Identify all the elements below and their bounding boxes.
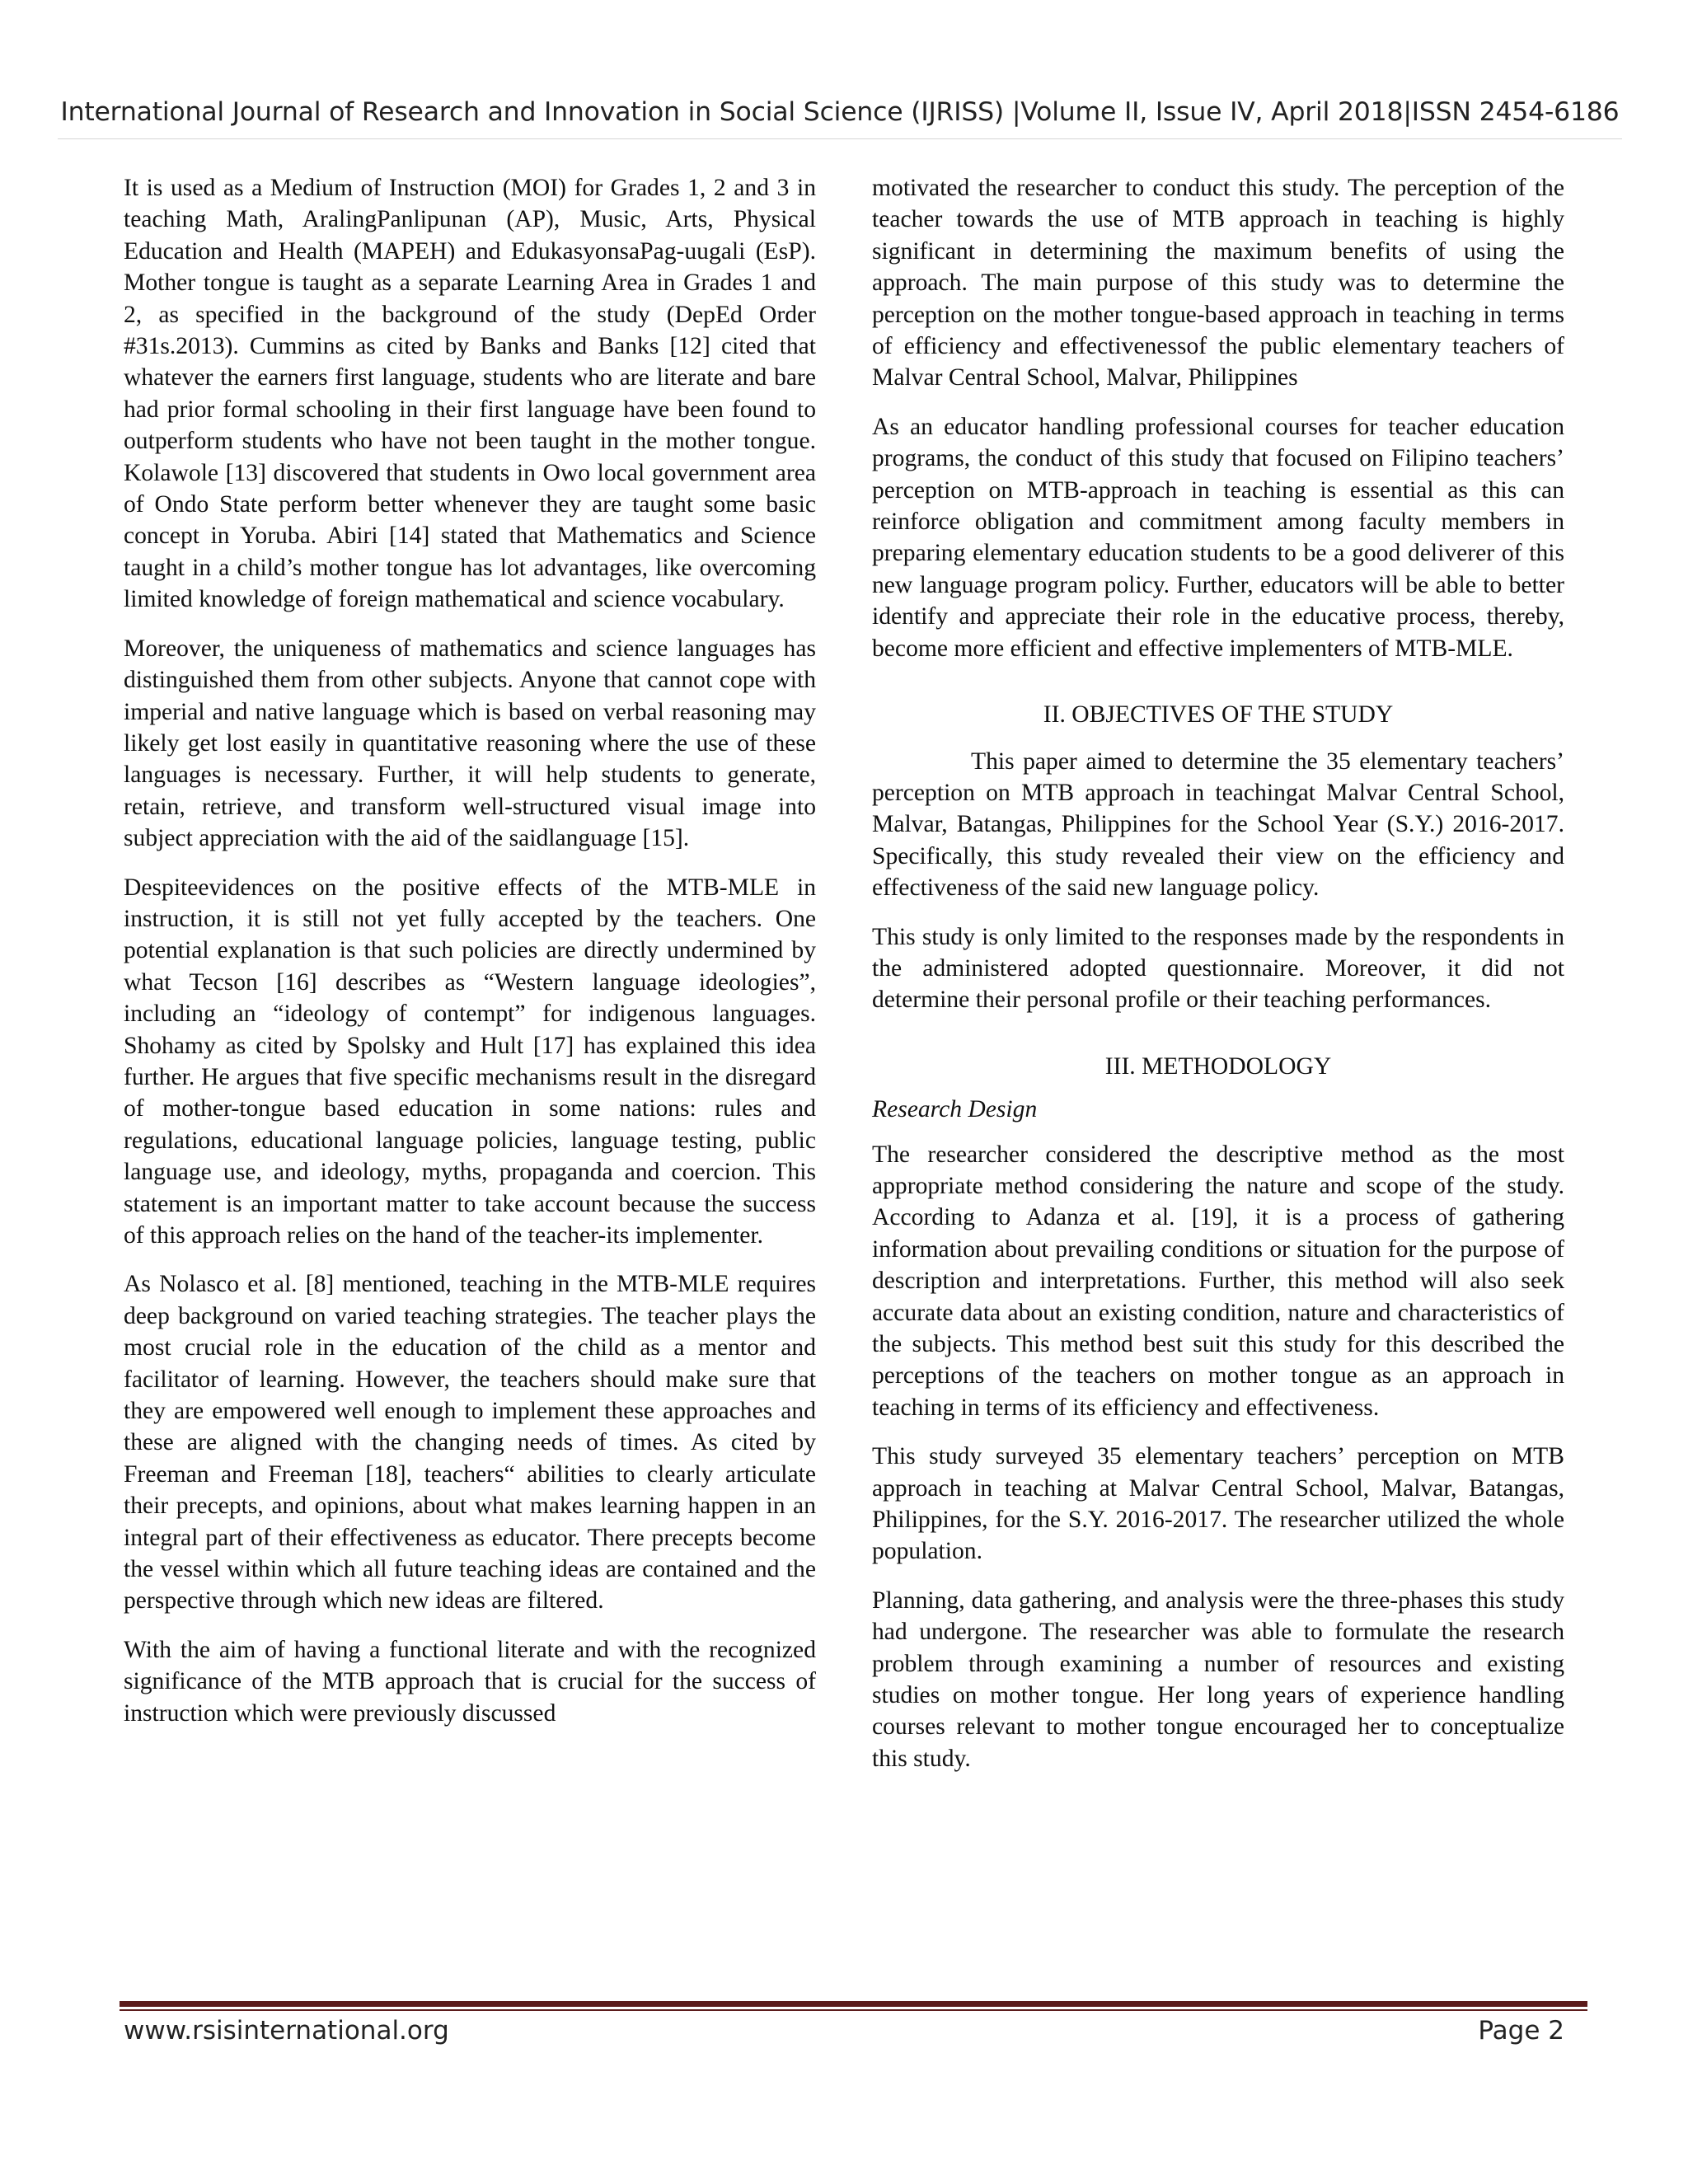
paragraph: Moreover, the uniqueness of mathematics and science languages has distinguished them from other subjects. Anyone that cannot cope with imperial and native language which is based on verbal reasoning may likely get lost easily in quantitative reasoning where the use of these languages is necessary. Further, it will help students to generate, retain, retrieve, and transform well-structured visual image into subject appreciation with the aid of the saidlanguage [15].	[124, 635, 816, 852]
paragraph: This study is only limited to the responses made by the respondents in the administered adopted questionnaire. Moreover, it did not determine their personal profile or their teaching performances.	[872, 923, 1564, 1014]
paragraph: As an educator handling professional courses for teacher education programs, the conduct of this study that focused on Filipino teachers’ perception on MTB-approach in teaching is essential as this can reinforce obligation and commitment among faculty members in preparing elementary education students to be a good deliverer of this new language program policy. Further, educators will be able to better identify and appreciate their role in the educative process, thereby, become more efficient and effective implementers of MTB-MLE.	[872, 413, 1564, 662]
footer-website: www.rsisinternational.org	[124, 2016, 449, 2046]
footer-divider-thin	[120, 2009, 1587, 2011]
page-footer	[124, 2016, 1564, 2046]
right-column	[872, 172, 1564, 1792]
paragraph: As Nolasco et al. [8] mentioned, teaching in the MTB-MLE requires deep background on varied teaching strategies. The teacher plays the most crucial role in the education of the child as a mentor and facilitator of learning. However, the teachers should make sure that they are empowered well enough to implement these approaches and these are aligned with the changing needs of times. As cited by Freeman and Freeman [18], teachers“ abilities to clearly articulate their precepts, and opinions, about what makes learning happen in an integral part of their effectiveness as educator. There precepts become the vessel within which all future teaching ideas are contained and the perspective through which new ideas are filtered.	[124, 1271, 816, 1615]
subheading-research-design: Research Design	[872, 1096, 1038, 1123]
left-column	[124, 172, 816, 1746]
section-heading-objectives: II. OBJECTIVES OF THE STUDY	[1043, 701, 1394, 729]
journal-header: International Journal of Research and Innovation in Social Science (IJRISS) |Volume II, Issue IV, April 2018|ISSN 2454-6186	[60, 97, 1620, 127]
paragraph: Planning, data gathering, and analysis were the three-phases this study had undergone. The researcher was able to formulate the research problem through examining a number of resources and existing studies on mother tongue. Her long years of experience handling courses relevant to mother tongue encouraged her to conceptualize this study.	[872, 1586, 1564, 1772]
paragraph: It is used as a Medium of Instruction (MOI) for Grades 1, 2 and 3 in teaching Math, AralingPanlipunan (AP), Music, Arts, Physical Education and Health (MAPEH) and EdukasyonsaPag-uugali (EsP). Mother tongue is taught as a separate Learning Area in Grades 1 and 2, as specified in the background of the study (DepEd Order #31s.2013). Cummins as cited by Banks and Banks [12] cited that whatever the earners first language, students who are literate and bare had prior formal schooling in their first language have been found to outperform students who have not been taught in the mother tongue. Kolawole [13] discovered that students in Owo local government area of Ondo State perform better whenever they are taught some basic concept in Yoruba. Abiri [14] stated that Mathematics and Science taught in a child’s mother tongue has lot advantages, like overcoming limited knowledge of foreign mathematical and science vocabulary.	[124, 175, 816, 613]
footer-divider-thick	[120, 2001, 1587, 2007]
section-heading-methodology: III. METHODOLOGY	[1104, 1052, 1332, 1080]
paragraph: motivated the researcher to conduct this study. The perception of the teacher towards the use of MTB approach in teaching is highly significant in determining the maximum benefits of using the approach. The main purpose of this study was to determine the perception on the mother tongue-based approach in teaching in terms of efficiency and effectivenessof the public elementary teachers of Malvar Central School, Malvar, Philippines	[872, 175, 1564, 391]
page-number: Page 2	[1478, 2016, 1564, 2046]
paragraph: With the aim of having a functional literate and with the recognized significance of the MTB approach that is crucial for the success of instruction which were previously discussed	[124, 1636, 816, 1727]
paragraph: This paper aimed to determine the 35 elementary teachers’ perception on MTB approach in teachingat Malvar Central School, Malvar, Batangas, Philippines for the School Year (S.Y.) 2016-2017. Specifically, this study revealed their view on the efficiency and effectiveness of the said new language policy.	[872, 748, 1564, 902]
paragraph: This study surveyed 35 elementary teachers’ perception on MTB approach in teaching at Malvar Central School, Malvar, Batangas, Philippines, for the S.Y. 2016-2017. The researcher utilized the whole population.	[872, 1443, 1564, 1565]
paragraph: The researcher considered the descriptive method as the most appropriate method considering the nature and scope of the study. According to Adanza et al. [19], it is a process of gathering information about prevailing conditions or situation for the purpose of description and interpretations. Further, this method will also seek accurate data about an existing condition, nature and characteristics of the subjects. This method best suit this study for this described the perceptions of the teachers on mother tongue as an approach in teaching in terms of its efficiency and effectiveness.	[872, 1141, 1564, 1421]
header-divider	[58, 138, 1622, 139]
paragraph: Despiteevidences on the positive effects of the MTB-MLE in instruction, it is still not yet fully accepted by the teachers. One potential explanation is that such policies are directly undermined by what Tecson [16] describes as “Western language ideologies”, including an “ideology of contempt” for indigenous languages. Shohamy as cited by Spolsky and Hult [17] has explained this idea further. He argues that five specific mechanisms result in the disregard of mother-tongue based education in some nations: rules and regulations, educational language policies, language testing, public language use, and ideology, myths, propaganda and coercion. This statement is an important matter to take account because the success of this approach relies on the hand of the teacher-its implementer.	[124, 874, 816, 1249]
